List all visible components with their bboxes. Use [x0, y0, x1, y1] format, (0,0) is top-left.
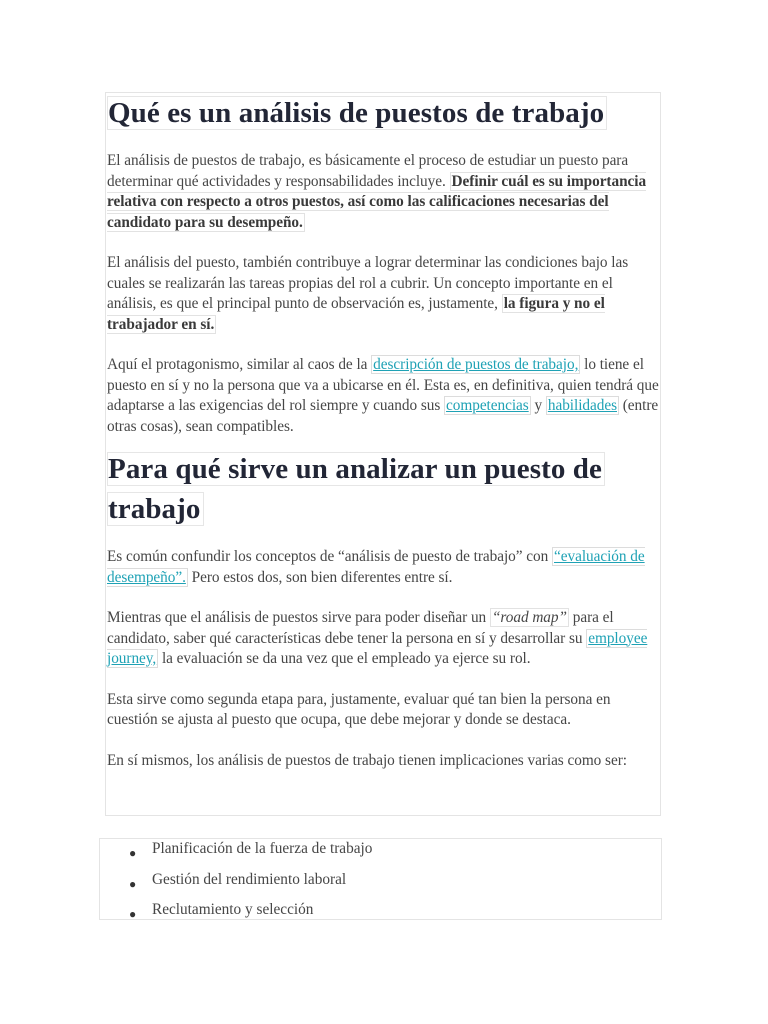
paragraph-protagonism: Aquí el protagonismo, similar al caos de la descripción de puestos de trabajo, lo tiene el puesto en sí y no la persona que va a ubicarse en él. Esta es, en definitiva, quien tendrá que adaptarse a las exigencias del rol siempre y cuando sus competencias y habilidades (entre otras cosas), sean compatibles. [107, 356, 659, 435]
paragraph-confusion: Es común confundir los conceptos de “análisis de puesto de trabajo” con “evaluación de desempeño”. Pero estos dos, son bien diferentes entre sí. [107, 548, 645, 586]
link-employee-journey[interactable]: employee journey, [107, 629, 648, 667]
implications-list [99, 838, 662, 931]
section-heading-what-is: Qué es un análisis de puestos de trabajo [107, 94, 663, 133]
bold-definition: Definir cuál es su importancia relativa con respecto a otros puestos, así como las calificaciones necesarias del candidato para su desempeño. [107, 172, 647, 231]
link-habilidades[interactable]: habilidades [547, 397, 617, 414]
paragraph-implications: En sí mismos, los análisis de puestos de trabajo tienen implicaciones varias como ser: [107, 751, 627, 769]
paragraph-definition: El análisis de puestos de trabajo, es básicamente el proceso de estudiar un puesto para determinar qué actividades y responsabilidades incluye. Definir cuál es su importancia relativa con respecto a otros puestos, así como las calificaciones necesarias del candidato para su desempeño. [107, 152, 647, 231]
link-descripcion-puestos[interactable]: descripción de puestos de trabajo, [373, 356, 579, 373]
list-item: ● Gestión del rendimiento laboral [99, 870, 662, 901]
bullet-icon: ● [129, 876, 137, 891]
bullet-icon: ● [129, 907, 137, 921]
article-content [107, 94, 663, 771]
bullet-icon: ● [129, 846, 137, 860]
link-competencias[interactable]: competencias [446, 397, 529, 414]
road-map-emphasis: “road map” [491, 609, 567, 626]
list-item: ● Planificación de la fuerza de trabajo [99, 838, 662, 870]
link-evaluacion-desempeno[interactable]: “evaluación de desempeño”. [107, 548, 645, 586]
paragraph-road-map: Mientras que el análisis de puestos sirve para poder diseñar un “road map” para el candidato, saber qué características debe tener la persona en sí y desarrollar su employee journey, la evaluación se da una vez que el empleado ya ejerce su rol. [107, 609, 648, 667]
paragraph-conditions: El análisis del puesto, también contribuye a lograr determinar las condiciones bajo las cuales se realizarán las tareas propias del rol a cubrir. Un concepto importante en el análisis, es que el principal punto de observación es, justamente, la figura y no el trabajador en sí. [107, 254, 629, 333]
paragraph-second-stage: Esta sirve como segunda etapa para, justamente, evaluar qué tan bien la persona en cuestión se ajusta al puesto que ocupa, que debe mejorar y donde se destaca. [107, 690, 611, 728]
list-item: ● Reclutamiento y selección [99, 900, 662, 931]
section-heading-purpose: Para qué sirve un analizar un puesto de trabajo [107, 449, 663, 529]
bold-figure: la figura y no el trabajador en sí. [107, 295, 605, 333]
